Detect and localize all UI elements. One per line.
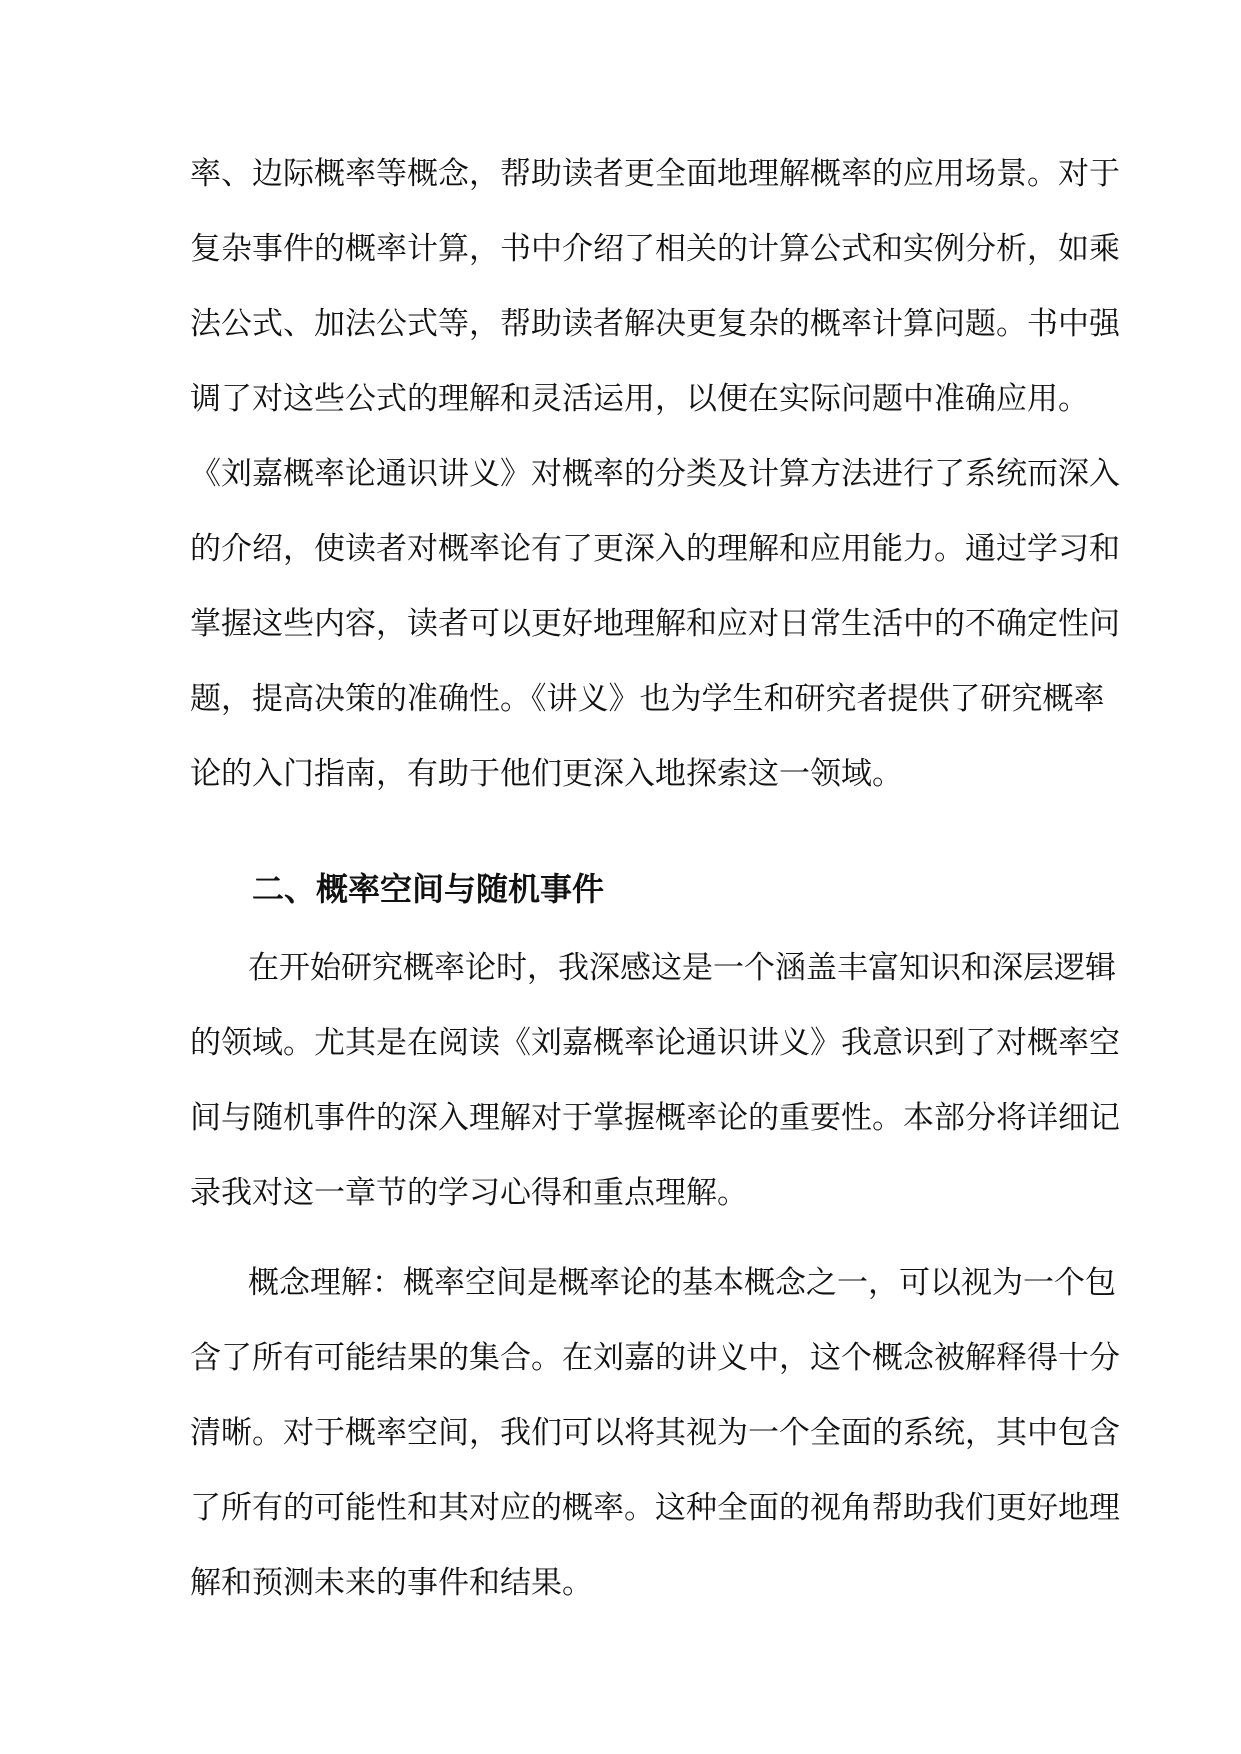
text-line: 的介绍，使读者对概率论有了更深入的理解和应用能力。通过学习和 — [190, 531, 1120, 567]
text-line: 间与随机事件的深入理解对于掌握概率论的重要性。本部分将详细记 — [190, 1100, 1120, 1136]
text-line: 论的入门指南，有助于他们更深入地探索这一领域。 — [190, 756, 903, 792]
text-line: 清晰。对于概率空间，我们可以将其视为一个全面的系统，其中包含 — [190, 1415, 1120, 1451]
text-line: 复杂事件的概率计算，书中介绍了相关的计算公式和实例分析，如乘 — [190, 231, 1120, 267]
text-line: 调了对这些公式的理解和灵活运用，以便在实际问题中准确应用。 — [190, 381, 1089, 417]
text-line: 录我对这一章节的学习心得和重点理解。 — [190, 1175, 748, 1211]
text-line: 了所有的可能性和其对应的概率。这种全面的视角帮助我们更好地理 — [190, 1490, 1120, 1526]
text-line: 的领域。尤其是在阅读《刘嘉概率论通识讲义》我意识到了对概率空 — [190, 1025, 1120, 1061]
text-line: 含了所有可能结果的集合。在刘嘉的讲义中，这个概念被解释得十分 — [190, 1340, 1120, 1376]
text-line: 率、边际概率等概念，帮助读者更全面地理解概率的应用场景。对于 — [190, 156, 1120, 192]
text-line: 在开始研究概率论时，我深感这是一个涵盖丰富知识和深层逻辑 — [248, 950, 1116, 986]
text-line: 掌握这些内容，读者可以更好地理解和应对日常生活中的不确定性问 — [190, 606, 1120, 642]
text-line: 法公式、加法公式等，帮助读者解决更复杂的概率计算问题。书中强 — [190, 306, 1120, 342]
text-line: 概念理解：概率空间是概率论的基本概念之一，可以视为一个包 — [248, 1265, 1116, 1301]
section-heading: 二、概率空间与随机事件 — [252, 870, 605, 908]
text-line: 题，提高决策的准确性。《讲义》也为学生和研究者提供了研究概率 — [190, 681, 1105, 717]
text-line: 解和预测未来的事件和结果。 — [190, 1565, 593, 1601]
text-line: 《刘嘉概率论通识讲义》对概率的分类及计算方法进行了系统而深入 — [190, 456, 1120, 492]
